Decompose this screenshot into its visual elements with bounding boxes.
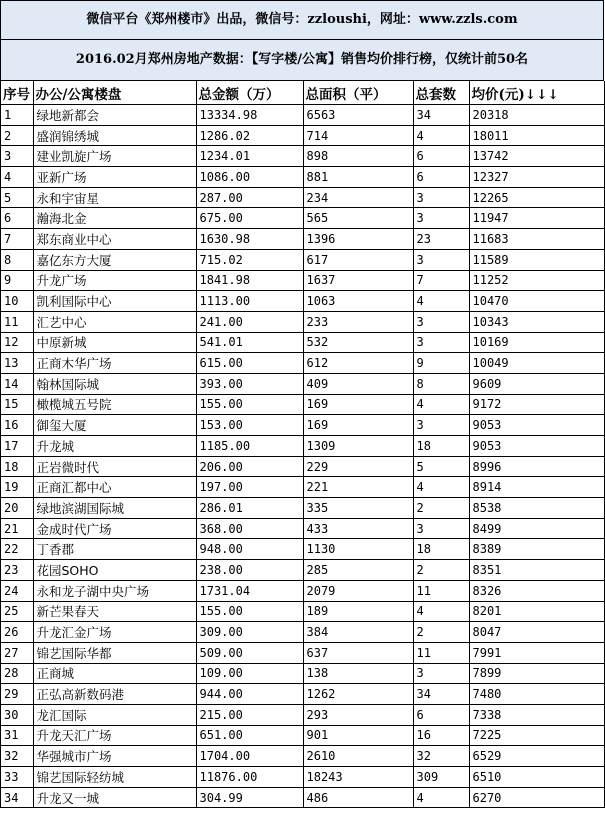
cell-total-amount: 1185.00 <box>196 436 303 457</box>
cell-avg-price: 8538 <box>469 498 604 519</box>
cell-project: 橄榄城五号院 <box>33 394 196 415</box>
cell-unit-count: 3 <box>413 415 469 436</box>
cell-project: 正商汇都中心 <box>33 477 196 498</box>
cell-index: 13 <box>1 353 33 374</box>
cell-avg-price: 8351 <box>469 560 604 581</box>
table-row <box>1 353 604 374</box>
cell-unit-count: 34 <box>413 105 469 126</box>
table-row <box>1 332 604 353</box>
cell-avg-price: 8914 <box>469 477 604 498</box>
cell-total-amount: 241.00 <box>196 311 303 332</box>
cell-total-area: 409 <box>303 373 413 394</box>
cell-project: 升龙天汇广场 <box>33 725 196 746</box>
cell-total-area: 532 <box>303 332 413 353</box>
cell-unit-count: 8 <box>413 373 469 394</box>
cell-avg-price: 6510 <box>469 767 604 788</box>
cell-project: 金成时代广场 <box>33 518 196 539</box>
cell-avg-price: 7899 <box>469 663 604 684</box>
cell-unit-count: 3 <box>413 187 469 208</box>
cell-index: 33 <box>1 767 33 788</box>
cell-index: 24 <box>1 580 33 601</box>
cell-total-amount: 675.00 <box>196 208 303 229</box>
cell-unit-count: 9 <box>413 353 469 374</box>
cell-total-amount: 509.00 <box>196 642 303 663</box>
cell-index: 20 <box>1 498 33 519</box>
cell-total-area: 1309 <box>303 436 413 457</box>
table-row <box>1 725 604 746</box>
cell-total-area: 234 <box>303 187 413 208</box>
cell-avg-price: 10049 <box>469 353 604 374</box>
cell-avg-price: 13742 <box>469 146 604 167</box>
cell-project: 御玺大厦 <box>33 415 196 436</box>
cell-index: 16 <box>1 415 33 436</box>
cell-avg-price: 7338 <box>469 704 604 725</box>
cell-total-area: 1637 <box>303 270 413 291</box>
cell-total-area: 335 <box>303 498 413 519</box>
publisher-banner: 微信平台《郑州楼市》出品，微信号：zzloushi，网址：www.zzls.com <box>1 1 604 40</box>
cell-index: 26 <box>1 622 33 643</box>
cell-total-area: 169 <box>303 415 413 436</box>
col-header-index: 序号 <box>1 81 33 105</box>
table-row <box>1 291 604 312</box>
col-header-total-area: 总面积（平） <box>303 81 413 105</box>
cell-avg-price: 11683 <box>469 229 604 250</box>
cell-project: 锦艺国际华都 <box>33 642 196 663</box>
col-header-project: 办公/公寓楼盘 <box>33 81 196 105</box>
cell-total-area: 2610 <box>303 746 413 767</box>
table-body <box>1 105 604 808</box>
cell-unit-count: 32 <box>413 746 469 767</box>
cell-index: 29 <box>1 684 33 705</box>
cell-unit-count: 11 <box>413 642 469 663</box>
cell-unit-count: 6 <box>413 146 469 167</box>
cell-avg-price: 8326 <box>469 580 604 601</box>
cell-unit-count: 18 <box>413 436 469 457</box>
cell-avg-price: 8499 <box>469 518 604 539</box>
cell-total-amount: 11876.00 <box>196 767 303 788</box>
cell-avg-price: 9053 <box>469 436 604 457</box>
cell-project: 盛润锦绣城 <box>33 125 196 146</box>
cell-index: 10 <box>1 291 33 312</box>
cell-project: 正岩微时代 <box>33 456 196 477</box>
cell-index: 2 <box>1 125 33 146</box>
cell-total-area: 138 <box>303 663 413 684</box>
cell-avg-price: 9053 <box>469 415 604 436</box>
cell-total-amount: 948.00 <box>196 539 303 560</box>
table-row <box>1 663 604 684</box>
cell-index: 21 <box>1 518 33 539</box>
cell-unit-count: 4 <box>413 477 469 498</box>
cell-unit-count: 3 <box>413 518 469 539</box>
col-header-unit-count: 总套数 <box>413 81 469 105</box>
cell-unit-count: 11 <box>413 580 469 601</box>
cell-total-amount: 615.00 <box>196 353 303 374</box>
cell-index: 4 <box>1 167 33 188</box>
cell-total-area: 901 <box>303 725 413 746</box>
cell-unit-count: 23 <box>413 229 469 250</box>
cell-total-amount: 944.00 <box>196 684 303 705</box>
cell-total-area: 229 <box>303 456 413 477</box>
cell-project: 花园SOHO <box>33 560 196 581</box>
cell-avg-price: 7991 <box>469 642 604 663</box>
cell-index: 30 <box>1 704 33 725</box>
cell-avg-price: 7225 <box>469 725 604 746</box>
cell-avg-price: 6270 <box>469 787 604 808</box>
cell-index: 1 <box>1 105 33 126</box>
cell-index: 9 <box>1 270 33 291</box>
cell-unit-count: 4 <box>413 291 469 312</box>
cell-total-amount: 1731.04 <box>196 580 303 601</box>
cell-index: 32 <box>1 746 33 767</box>
cell-avg-price: 10470 <box>469 291 604 312</box>
cell-total-area: 221 <box>303 477 413 498</box>
cell-unit-count: 4 <box>413 125 469 146</box>
cell-avg-price: 9609 <box>469 373 604 394</box>
cell-project: 龙汇国际 <box>33 704 196 725</box>
cell-total-area: 285 <box>303 560 413 581</box>
cell-index: 3 <box>1 146 33 167</box>
cell-total-area: 6563 <box>303 105 413 126</box>
table-row <box>1 394 604 415</box>
cell-total-amount: 215.00 <box>196 704 303 725</box>
cell-total-amount: 715.02 <box>196 249 303 270</box>
cell-total-area: 617 <box>303 249 413 270</box>
table-row <box>1 746 604 767</box>
table-row <box>1 229 604 250</box>
cell-project: 丁香郡 <box>33 539 196 560</box>
cell-unit-count: 6 <box>413 167 469 188</box>
cell-project: 锦艺国际轻纺城 <box>33 767 196 788</box>
table-row <box>1 436 604 457</box>
cell-project: 凯利国际中心 <box>33 291 196 312</box>
cell-index: 7 <box>1 229 33 250</box>
cell-total-area: 18243 <box>303 767 413 788</box>
cell-total-amount: 1234.01 <box>196 146 303 167</box>
cell-avg-price: 8047 <box>469 622 604 643</box>
cell-project: 升龙汇金广场 <box>33 622 196 643</box>
cell-unit-count: 6 <box>413 704 469 725</box>
cell-total-amount: 206.00 <box>196 456 303 477</box>
table-row <box>1 249 604 270</box>
table-row <box>1 622 604 643</box>
cell-avg-price: 11947 <box>469 208 604 229</box>
cell-index: 31 <box>1 725 33 746</box>
cell-avg-price: 12265 <box>469 187 604 208</box>
table-row <box>1 373 604 394</box>
cell-avg-price: 7480 <box>469 684 604 705</box>
cell-unit-count: 3 <box>413 249 469 270</box>
table-row <box>1 125 604 146</box>
cell-index: 11 <box>1 311 33 332</box>
cell-index: 34 <box>1 787 33 808</box>
cell-total-area: 384 <box>303 622 413 643</box>
cell-unit-count: 2 <box>413 498 469 519</box>
col-header-total-amount: 总金额（万） <box>196 81 303 105</box>
cell-index: 15 <box>1 394 33 415</box>
cell-unit-count: 2 <box>413 560 469 581</box>
cell-unit-count: 4 <box>413 787 469 808</box>
cell-unit-count: 18 <box>413 539 469 560</box>
cell-index: 19 <box>1 477 33 498</box>
table-row <box>1 270 604 291</box>
cell-index: 27 <box>1 642 33 663</box>
cell-project: 绿地新都会 <box>33 105 196 126</box>
cell-index: 18 <box>1 456 33 477</box>
cell-index: 8 <box>1 249 33 270</box>
cell-unit-count: 309 <box>413 767 469 788</box>
cell-avg-price: 8201 <box>469 601 604 622</box>
cell-avg-price: 8996 <box>469 456 604 477</box>
cell-total-area: 486 <box>303 787 413 808</box>
cell-total-area: 637 <box>303 642 413 663</box>
cell-total-amount: 286.01 <box>196 498 303 519</box>
cell-project: 升龙城 <box>33 436 196 457</box>
cell-project: 永和龙子湖中央广场 <box>33 580 196 601</box>
cell-unit-count: 7 <box>413 270 469 291</box>
cell-total-amount: 368.00 <box>196 518 303 539</box>
table-row <box>1 704 604 725</box>
cell-unit-count: 4 <box>413 394 469 415</box>
cell-total-amount: 13334.98 <box>196 105 303 126</box>
cell-total-amount: 304.99 <box>196 787 303 808</box>
cell-total-amount: 541.01 <box>196 332 303 353</box>
cell-avg-price: 12327 <box>469 167 604 188</box>
ranking-table <box>1 81 605 808</box>
cell-project: 翰林国际城 <box>33 373 196 394</box>
table-row <box>1 187 604 208</box>
cell-total-amount: 1286.02 <box>196 125 303 146</box>
table-row <box>1 415 604 436</box>
cell-index: 23 <box>1 560 33 581</box>
cell-avg-price: 9172 <box>469 394 604 415</box>
cell-total-amount: 155.00 <box>196 601 303 622</box>
cell-avg-price: 18011 <box>469 125 604 146</box>
cell-total-area: 898 <box>303 146 413 167</box>
cell-project: 正商木华广场 <box>33 353 196 374</box>
cell-project: 建业凯旋广场 <box>33 146 196 167</box>
cell-project: 正弘高新数码港 <box>33 684 196 705</box>
cell-project: 升龙广场 <box>33 270 196 291</box>
cell-project: 正商城 <box>33 663 196 684</box>
cell-unit-count: 3 <box>413 332 469 353</box>
cell-unit-count: 3 <box>413 311 469 332</box>
cell-project: 瀚海北金 <box>33 208 196 229</box>
report-title: 2016.02月郑州房地产数据：【写字楼/公寓】销售均价排行榜，仅统计前50名 <box>1 40 604 81</box>
cell-project: 绿地滨湖国际城 <box>33 498 196 519</box>
cell-total-area: 565 <box>303 208 413 229</box>
cell-total-amount: 1704.00 <box>196 746 303 767</box>
table-row <box>1 311 604 332</box>
cell-total-area: 714 <box>303 125 413 146</box>
table-row <box>1 642 604 663</box>
cell-total-amount: 1841.98 <box>196 270 303 291</box>
cell-unit-count: 2 <box>413 622 469 643</box>
cell-index: 14 <box>1 373 33 394</box>
cell-index: 28 <box>1 663 33 684</box>
cell-unit-count: 3 <box>413 663 469 684</box>
cell-total-area: 1396 <box>303 229 413 250</box>
cell-total-area: 169 <box>303 394 413 415</box>
table-row <box>1 456 604 477</box>
cell-total-amount: 309.00 <box>196 622 303 643</box>
cell-total-area: 881 <box>303 167 413 188</box>
cell-project: 新芒果春天 <box>33 601 196 622</box>
cell-total-area: 233 <box>303 311 413 332</box>
cell-unit-count: 34 <box>413 684 469 705</box>
table-row <box>1 518 604 539</box>
cell-avg-price: 10169 <box>469 332 604 353</box>
cell-project: 汇艺中心 <box>33 311 196 332</box>
table-row <box>1 105 604 126</box>
cell-avg-price: 11589 <box>469 249 604 270</box>
cell-unit-count: 3 <box>413 208 469 229</box>
cell-project: 亚新广场 <box>33 167 196 188</box>
cell-total-area: 189 <box>303 601 413 622</box>
cell-project: 升龙又一城 <box>33 787 196 808</box>
cell-avg-price: 6529 <box>469 746 604 767</box>
table-row <box>1 601 604 622</box>
cell-total-area: 1130 <box>303 539 413 560</box>
cell-total-area: 433 <box>303 518 413 539</box>
table-row <box>1 477 604 498</box>
cell-index: 5 <box>1 187 33 208</box>
cell-total-amount: 287.00 <box>196 187 303 208</box>
cell-avg-price: 20318 <box>469 105 604 126</box>
cell-total-amount: 651.00 <box>196 725 303 746</box>
cell-total-amount: 197.00 <box>196 477 303 498</box>
cell-total-amount: 1630.98 <box>196 229 303 250</box>
cell-unit-count: 4 <box>413 601 469 622</box>
cell-project: 郑东商业中心 <box>33 229 196 250</box>
cell-index: 25 <box>1 601 33 622</box>
table-row <box>1 208 604 229</box>
cell-index: 17 <box>1 436 33 457</box>
table-header-row <box>1 81 604 105</box>
table-row <box>1 539 604 560</box>
cell-avg-price: 10343 <box>469 311 604 332</box>
cell-total-amount: 1113.00 <box>196 291 303 312</box>
cell-total-area: 293 <box>303 704 413 725</box>
cell-total-area: 612 <box>303 353 413 374</box>
cell-project: 嘉亿东方大厦 <box>33 249 196 270</box>
table-row <box>1 167 604 188</box>
cell-total-amount: 153.00 <box>196 415 303 436</box>
cell-project: 永和宇宙星 <box>33 187 196 208</box>
cell-total-amount: 109.00 <box>196 663 303 684</box>
cell-index: 22 <box>1 539 33 560</box>
cell-unit-count: 16 <box>413 725 469 746</box>
cell-total-area: 1063 <box>303 291 413 312</box>
table-row <box>1 498 604 519</box>
cell-total-amount: 1086.00 <box>196 167 303 188</box>
cell-index: 12 <box>1 332 33 353</box>
cell-total-amount: 238.00 <box>196 560 303 581</box>
cell-total-amount: 393.00 <box>196 373 303 394</box>
table-row <box>1 767 604 788</box>
col-header-avg-price: 均价(元)↓↓↓ <box>469 81 604 105</box>
cell-project: 华强城市广场 <box>33 746 196 767</box>
cell-index: 6 <box>1 208 33 229</box>
cell-total-area: 2079 <box>303 580 413 601</box>
cell-project: 中原新城 <box>33 332 196 353</box>
cell-total-area: 1262 <box>303 684 413 705</box>
cell-avg-price: 11252 <box>469 270 604 291</box>
table-row <box>1 146 604 167</box>
table-row <box>1 787 604 808</box>
cell-avg-price: 8389 <box>469 539 604 560</box>
table-row <box>1 684 604 705</box>
cell-unit-count: 5 <box>413 456 469 477</box>
table-row <box>1 560 604 581</box>
cell-total-amount: 155.00 <box>196 394 303 415</box>
table-row <box>1 580 604 601</box>
